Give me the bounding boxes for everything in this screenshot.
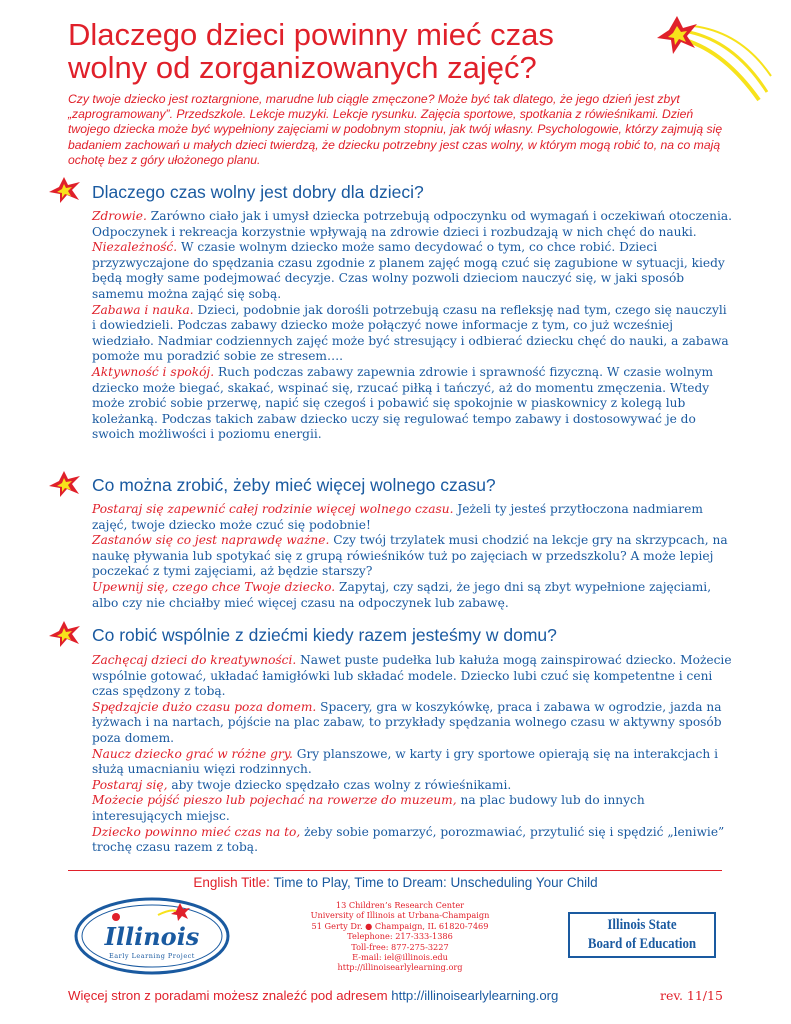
paragraph-lead: Zachęcaj dzieci do kreatywności. xyxy=(92,653,297,667)
paragraph xyxy=(92,533,732,580)
contact-email[interactable]: E-mail: iel@illinois.edu xyxy=(352,952,448,963)
isbe-line-2: Board of Education xyxy=(587,936,697,952)
paragraph-text: Czy twój trzylatek musi chodzić na lekcje gry na skrzypcach, na naukę pływania lub spotykać się z grupą rówieśników tuż po zajęciach w przedszkolu? A może lepiej poczekać z tymi zajęciami, aż będzie starszy? xyxy=(92,533,728,579)
title-line-2: wolny od zorganizowanych zajęć? xyxy=(68,50,537,85)
paragraph xyxy=(92,793,732,824)
section-heading-why: Dlaczego czas wolny jest dobry dla dzieci? xyxy=(92,182,424,202)
paragraph-lead: Upewnij się, czego chce Twoje dziecko. xyxy=(92,579,336,594)
contact-block xyxy=(270,900,530,973)
paragraph-lead: Spędzajcie dużo czasu poza domem. xyxy=(92,699,317,714)
english-title-label: English Title: xyxy=(193,875,270,890)
intro-paragraph: Czy twoje dziecko jest roztargnione, marudne lub ciągle zmęczone? Może być tak dlatego, że jego dzień jest zbyt „zaprogramowany”. Przedszkole. Lekcje muzyki. Lekcje rysunku. Zajęcia sportowe, spotkania z rówieśnikami. Dzień twojego dziecka może być wypełniony zajęciami w podobnym stopniu, jak twój własny. Psychologowie, którzy zajmują się badaniem zachowań u małych dzieci twierdzą, że dziecku potrzebny jest czas wolny, w którym mogą robić to, na co mają ochotę bez z góry ułożonego planu. xyxy=(68,92,723,167)
english-title xyxy=(0,874,791,891)
paragraph-text: na plac budowy lub do innych interesujących miejsc. xyxy=(92,793,645,823)
star-icon xyxy=(48,176,82,204)
paragraph-text: Jeżeli ty jesteś przytłoczona nadmiarem zajęć, twoje dziecko może czuć się podobnie! xyxy=(92,502,703,532)
paragraph xyxy=(92,778,732,794)
footer-divider xyxy=(68,870,722,871)
isbe-logo xyxy=(568,912,716,958)
footer-more-info xyxy=(68,988,558,1003)
footer-website-link[interactable]: http://illinoisearlylearning.org xyxy=(391,988,559,1003)
logo-text-main: Illinois xyxy=(104,922,200,951)
contact-line: 13 Children’s Research Center xyxy=(335,900,465,910)
paragraph-text: aby twoje dziecko spędzało czas wolny z rówieśnikami. xyxy=(167,777,512,792)
paragraph xyxy=(92,365,732,443)
paragraph-lead: Naucz dziecko grać w różne gry. xyxy=(92,746,293,761)
page-title xyxy=(68,18,668,84)
paragraph-lead: Aktywność i spokój. xyxy=(92,364,215,379)
paragraph-lead: Postaraj się zapewnić całej rodzinie więcej wolnego czasu. xyxy=(92,502,454,516)
paragraph-text: Dzieci, podobnie jak dorośli potrzebują czasu na refleksję nad tym, czego się nauczyli i dowiedzieli. Podczas zabawy dziecko może połączyć nowe informacje z tym, co już wcześniej wiedziało. Nadmiar codziennych zajęć może być stresujący i odbierać dziecku chęć do nauki, a zabawa pomoże mu poradzić sobie ze stresem…. xyxy=(92,302,729,364)
paragraph-lead: Postaraj się, xyxy=(92,777,168,792)
section-body-how xyxy=(92,502,732,611)
paragraph-text: Gry planszowe, w karty i gry sportowe opierają się na interakcjach i służą umacnianiu więzi rodzinnych. xyxy=(92,746,718,777)
paragraph xyxy=(92,580,732,611)
paragraph-lead: Możecie pójść pieszo lub pojechać na rowerze do muzeum, xyxy=(92,793,457,808)
contact-line: Toll-free: 877-275-3227 xyxy=(351,941,449,952)
illinois-early-learning-project-logo xyxy=(72,895,232,977)
paragraph-lead: Niezależność. xyxy=(92,240,178,255)
paragraph-text: Zarówno ciało jak i umysł dziecka potrzebują odpoczynku od wymagań i oczekiwań otoczenia. Odpoczynek i rekreacja korzystnie wpływają na zdrowie dzieci i rozbudzają w nich chęć do nauki. xyxy=(92,209,732,239)
footer-more-label: Więcej stron z poradami możesz znaleźć pod adresem xyxy=(68,988,388,1003)
paragraph-lead: Zdrowie. xyxy=(92,209,147,223)
star-icon xyxy=(48,620,82,648)
paragraph-text: W czasie wolnym dziecko może samo decydować o tym, co chce robić. Dzieci przyzwyczajone do spędzania czasu zgodnie z planem zajęć mogą czuć się zagubione w sytuacji, kiedy będą mogły same podejmować decyzje. Czas wolny pozwoli dzieciom nauczyć się, w jaki sposób samemu można zająć się sobą. xyxy=(92,240,725,301)
paragraph xyxy=(92,209,732,240)
star-icon xyxy=(48,470,82,498)
paragraph xyxy=(92,502,732,533)
english-title-value: Time to Play, Time to Dream: Unscheduling Your Child xyxy=(273,875,598,890)
paragraph-text: Spacery, gra w koszykówkę, praca i zabawa w ogrodzie, jazda na łyżwach i na nartach, pójście na plac zabaw, to przykłady spędzania wolnego czasu w aktywny sposób poza domem. xyxy=(92,699,722,745)
paragraph-text: Nawet puste pudełka lub kałuża mogą zainspirować dziecko. Możecie wspólnie gotować, układać łamigłówki lub składać modele. Dziecko lubi czuć się kompetentne i ceni czas spędzony z tobą. xyxy=(92,653,732,699)
isbe-line-1: Illinois State xyxy=(607,917,677,933)
section-heading-home: Co robić wspólnie z dziećmi kiedy razem jesteśmy w domu? xyxy=(92,625,557,645)
section-body-home xyxy=(92,653,732,856)
contact-line: Telephone: 217-333-1386 xyxy=(347,931,453,942)
section-heading-how: Co można zrobić, żeby mieć więcej wolnego czasu? xyxy=(92,475,496,495)
paragraph-lead: Zastanów się co jest naprawdę ważne. xyxy=(92,533,330,548)
contact-website-link[interactable]: http://illinoisearlylearning.org xyxy=(337,962,463,973)
paragraph xyxy=(92,653,732,700)
paragraph-text: żeby sobie pomarzyć, porozmawiać, przytulić się i spędzić „leniwie” trochę czasu razem z tobą. xyxy=(92,824,725,855)
logo-text-sub: Early Learning Project xyxy=(109,952,195,960)
paragraph xyxy=(92,303,732,365)
paragraph xyxy=(92,240,732,302)
section-body-why xyxy=(92,209,732,443)
paragraph xyxy=(92,825,732,856)
title-line-1: Dlaczego dzieci powinny mieć czas xyxy=(68,17,554,52)
paragraph-text: Zapytaj, czy sądzi, że jego dni są zbyt wypełnione zajęciami, albo czy nie chciałby mieć więcej czasu na odpoczynek lub zabawę. xyxy=(92,579,712,610)
paragraph-lead: Dziecko powinno mieć czas na to, xyxy=(92,824,301,839)
contact-line: University of Illinois at Urbana-Champaign xyxy=(310,910,490,921)
paragraph xyxy=(92,747,732,778)
paragraph-lead: Zabawa i nauka. xyxy=(92,302,194,317)
revision-label: rev. 11/15 xyxy=(660,988,723,1003)
paragraph-text: Ruch podczas zabawy zapewnia zdrowie i sprawność fizyczną. W czasie wolnym dziecko może biegać, skakać, wspinać się, rzucać piłką i tańczyć, aż do momentu zmęczenia. Wtedy może zrobić sobie przerwę, napić się czegoś i pobawić się spokojnie w piaskownicy z kolegą lub koleżanką. Podczas takich zabaw dziecko uczy się regulować tempo zabawy i dostosowywać je do swoich możliwości i poziomu energii. xyxy=(92,364,714,442)
paragraph xyxy=(92,700,732,747)
contact-line: 51 Gerty Dr. ● Champaign, IL 61820-7469 xyxy=(311,920,489,931)
